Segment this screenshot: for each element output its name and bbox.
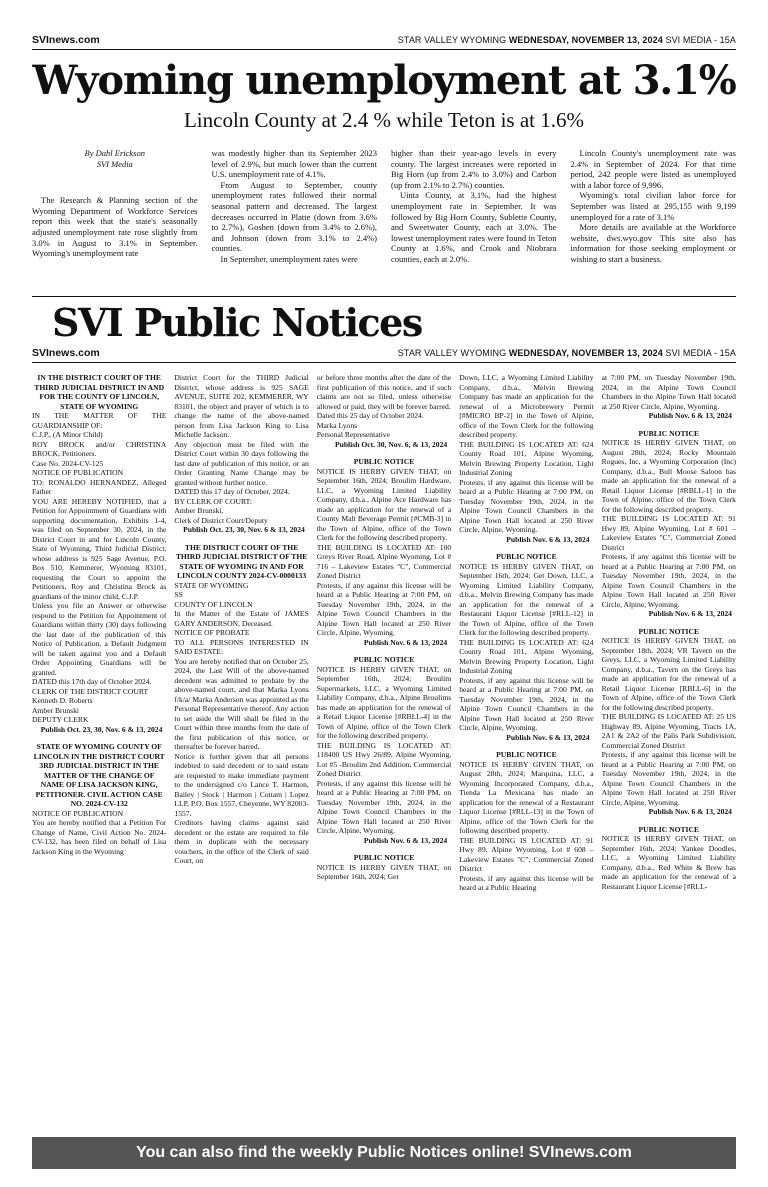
page-number: SVI MEDIA - 15A (665, 35, 736, 45)
notice-text: Protests, if any against this license will be heard at a Public Hearing at 7:00 PM, on Tuesday November 19th, 2024, in the Alpine Town Council Chambers in the Alpine Town Hall located at 250 River Circle, Alpine, Wyoming. (316, 580, 452, 637)
notice-text: In the Matter of the Estate of JAMES GARY ANDERSON, Deceased. (174, 609, 309, 628)
notice-text: Unless you file an Answer or otherwise respond to the Petition for Appointment of Guardians within thirty (30) days following the last date of the publication of this Notice of Publication, a Default Judgment will be taken against you and a Default Order Appointing Guardians will be granted. (32, 601, 167, 677)
notice-text: IN THE MATTER OF THE GUARDIANSHIP OF: (32, 411, 167, 430)
notice-text: at 7:00 PM, on Tuesday November 19th, 2024, in the Alpine Town Council Chambers in the Alpine Town Hall located at 250 River Circle, Alpine, Wyoming. (601, 373, 736, 411)
paragraph: From August to September, county unemployment rates followed their normal seasonal pattern and decreased. The largest decreases occurred in Platte (down from 3.6% to 2.7%), Goshen (down from 3.4% to 2.6%), and Johnson (down from 3.1% to 2.4%) counties. (211, 179, 377, 254)
notice-text: Amber Brunski (32, 705, 80, 715)
notice-text: DATED this 17 day of October, 2024. (174, 487, 290, 496)
folio (398, 348, 736, 358)
header-rule (32, 49, 736, 50)
notice-text: TO: RONALDO HERNANDEZ, Alleged Father (32, 477, 167, 496)
notice-text: THE BUILDING IS LOCATED AT: 624 County Road 101, Alpine Wyoming, Melvin Brewing Property Location, Light Industrial Zoning (459, 637, 594, 675)
publish-dates: Publish Nov. 6 & 13, 2024 (363, 637, 448, 647)
notice-text: Notice is further given that all persons indebted to said decedent or to said estate are requested to make immediate payment to the undersigned c/o Lance T. Harmon, Bailey | Stock | Harmon | Cottam | Lopez LLP, P.O. Box 1557, Cheyenne, WY 82003-1557. (174, 751, 309, 818)
notice-text: THE BUILDING IS LOCATED AT: 91 Hwy 89, Alpine Wyoming, Lot # 601 – Lakeview Estates "C", Commercial Zoned District (601, 514, 736, 552)
notice-text: THE BUILDING IS LOCATED AT: 25 US Highway 89, Alpine Wyoming, Tracts 1A, 2A1 & 2A2 of the Palis Park Subdivision, Commercial Zoned District (601, 712, 736, 750)
notice-column-4 (459, 373, 593, 1136)
byline-author: By Dahl Erickson (84, 148, 145, 158)
notice-title: PUBLIC NOTICE (496, 750, 557, 759)
byline-org: SVI Media (96, 158, 133, 169)
notice-text: STATE OF WYOMING (174, 580, 249, 590)
site-name: SVInews.com (32, 347, 100, 359)
notice-text: SS (174, 590, 183, 599)
issue-date: WEDNESDAY, NOVEMBER 13, 2024 (508, 35, 663, 45)
notice-text: NOTICE IS HERBY GIVEN THAT, on September 16th, 2024; Get Down, LLC, a Wyoming Limited Liability Company, d.b.a., Melvin Brewing Company has made an application for the renewal of a Restaurant Liquor License [#RLL-12] in the Town of Alpine, office of the Town Clerk for the following described property. (459, 561, 594, 637)
paragraph: More details are available at the Workforce website, dws.wyo.gov This site also has information for those seeking employment or wishing to start a business. (570, 222, 736, 264)
paragraph: Lincoln County's unemployment rate was 2.4% in September of 2024. For that time period, 242 people were listed as unemployed with a labor force of 9,996. (570, 148, 736, 190)
publish-dates: Publish Nov. 6 & 13, 2024 (648, 609, 732, 618)
notice-heading: IN THE DISTRICT COURT OF THE THIRD JUDICIAL DISTRICT IN AND FOR THE COUNTY OF LINCOLN, STATE OF WYOMING (34, 373, 165, 411)
notice-title: PUBLIC NOTICE (496, 552, 557, 561)
publish-dates: Publish Nov. 6 & 13, 2024 (648, 807, 732, 816)
section-header-rule (32, 362, 736, 363)
section-rule (32, 296, 736, 297)
publish-dates: Publish Nov. 6 & 13, 2024 (506, 732, 590, 742)
notice-text: NOTICE IS HERBY GIVEN THAT, on September 16th, 2024; Get (316, 862, 452, 881)
notice-text: Marka Lyons (316, 420, 358, 430)
notice-text: NOTICE IS HERBY GIVEN THAT, on September 16th, 2024; Broulim Supermarkets, LLC, a Wyoming Limited Liability Company, d.b.a., Alpine Broulims has made an application for the renewal of a Retail Liquor License [#RBLL-4] in the Town of Alpine, office of the Town Clerk for the following described property. (316, 664, 452, 740)
paper-name: STAR VALLEY WYOMING (397, 348, 507, 358)
paragraph: Uinta County, at 3.1%, had the highest unemployment rate in September. It was followed by Big Horn County, Sublette County, and Sweetwater County, each at 3.0%. The lowest unemployment rates were found in Teton County at 1.6%, and Crook and Niobrara counties, each at 2.0%. (391, 190, 557, 264)
publish-dates: Publish Nov. 6 & 13, 2024 (506, 534, 590, 544)
public-notices (32, 373, 736, 1136)
notice-title: PUBLIC NOTICE (638, 428, 700, 438)
subhead: Lincoln County at 2.4 % while Teton is at 1.6% (183, 108, 584, 132)
publish-dates: Publish Oct. 23, 30, Nov. 6 & 13, 2024 (40, 724, 163, 734)
notice-text: NOTICE IS HERBY GIVEN THAT, on September 16th, 2024; Yankee Doodles, LLC, a Wyoming Limited Liability Company, d.b.a., Red White & Brew has made an application for the renewal of a Restaurant Liquor License [#RLL- (601, 834, 736, 891)
page-header (32, 33, 736, 47)
byline (32, 148, 198, 169)
notice-text: NOTICE OF PUBLICATION (32, 468, 124, 477)
notice-text: Case No. 2024-CV-125 (32, 458, 104, 468)
notice-text: Kenneth D. Roberts (32, 696, 93, 705)
notice-text: NOTICE IS HERBY GIVEN THAT, on September 18th, 2024; VR Tavern on the Greys, LLC, a Wyoming Limited Liability Company, d.b.a., Tavern on the Greys has made an application for the renewal of a Retail Liquor License [RBLL-6] in the Town of Alpine, office of the Town Clerk for the following described property. (601, 636, 736, 712)
notice-text: DEPUTY CLERK (32, 715, 89, 724)
notice-text: THE BUILDING IS LOCATED AT: 118400 US Hwy 26/89, Alpine Wyoming, Lot #5 -Broulim 2nd Addition, Commercial Zoned District (316, 740, 452, 778)
notice-text: YOU ARE HEREBY NOTIFIED, that a Petition for Appointment of Guardians with supporting documentation, Exhibits 1-4, was filed on September 30, 2024, in the District Court in and for Lincoln County, State of Wyoming, Third Judicial District, whose address is 925 Sage Avenue, P.O. Box 510, Kemmerer, Wyoming 83101, requesting the Court to appoint the Petitioners, Roy and Christina Brock as guardians of the minor child, C.J.P. (32, 496, 167, 601)
notice-title: PUBLIC NOTICE (638, 824, 700, 834)
notice-text: DATED this 17th day of October 2024. (32, 677, 152, 686)
notice-text: TO ALL PERSONS INTERESTED IN SAID ESTATE: (174, 637, 309, 656)
notice-text: NOTICE IS HERBY GIVEN THAT, on August 28th, 2024; Marquina, LLC, a Wyoming Incorporated Company, d.b.a., Tienda La Mexicana has made an application for the renewal of a Restaurant Liquor License [#RLL-13] in the Town of Alpine, office of the Town Clerk for the following described property. (459, 759, 594, 835)
notice-text: You are hereby notified that on October 25, 2024, the Last Will of the above-named decedent was admitted to probate by the above-named court, and that Marka Lyons f/k/a/ Marka Anderson was appointed as the Personal Representative thereof. Any action to set aside the Will shall be filed in the Court within three months from the date of the first publication of this notice, or thereafter be forever barred. (174, 656, 309, 751)
notice-text: NOTICE OF PROBATE (174, 628, 250, 637)
notice-text: CLERK OF THE DISTRICT COURT (32, 686, 149, 696)
notice-title: PUBLIC NOTICE (353, 853, 415, 862)
article-body (32, 148, 736, 288)
notice-text: or before three months after the date of the first publication of this notice, and if such claims are not so filed, unless otherwise allowed or paid, they will be forever barred. (316, 373, 452, 411)
notice-title: PUBLIC NOTICE (638, 626, 700, 636)
article-column-1 (32, 148, 198, 288)
paragraph: was modestly higher than its September 2023 level of 2.9%, but much lower than the current U.S. unemployment rate of 4.1%. (211, 148, 377, 180)
site-name: SVInews.com (32, 34, 100, 46)
notice-title: PUBLIC NOTICE (353, 655, 415, 664)
public-notices-title: SVI Public Notices (52, 300, 422, 345)
notice-column-3 (317, 373, 451, 1136)
article-column-4 (571, 148, 737, 288)
paragraph: The Research & Planning section of the Wyoming Department of Workforce Services report this week that the state's seasonally adjusted unemployment rate rose slightly from 3.0% in August to 3.1% in September. Wyoming's unemployment rate (32, 195, 198, 259)
notice-column-1 (32, 373, 166, 1136)
publish-dates: Publish Nov. 6 & 13, 2024 (648, 411, 732, 420)
notice-text: Any objection must be filed with the District Court within 30 days following the last date of publication of this notice, or an Order Granting Name Change may be granted without further notice. (174, 439, 309, 487)
section-header (32, 346, 736, 360)
publish-dates: Publish Oct. 30, Nov. 6, & 13, 2024 (334, 439, 448, 449)
notice-text: Down, LLC, a Wyoming Limited Liability Company, d.b.a., Melvin Brewing Company has made an application for the renewal of a Microbrewery Permit [#MICRO BP-2] in the Town of Alpine, office of the Town Clerk for the following described property. (459, 373, 594, 439)
notice-title: PUBLIC NOTICE (353, 457, 415, 466)
notice-text: C.J.P., (A Minor Child) (32, 430, 103, 439)
article-column-2 (212, 148, 378, 288)
publish-dates: Publish Nov. 6 & 13, 2024 (363, 835, 448, 845)
publish-dates: Publish Oct. 23, 30, Nov. 6 & 13, 2024 (183, 525, 305, 534)
notice-text: Protests, if any against this license will be heard at a Public Hearing at 7:00 PM, on Tuesday November 19th, 2024, in the Alpine Town Council Chambers in the Alpine Town Hall located at 250 River Circle, Alpine, Wyoming. (316, 778, 452, 835)
headline: Wyoming unemployment at 3.1% (32, 57, 736, 104)
notice-text: Amber Brunski, (174, 506, 224, 515)
notice-text: BY CLERK OF COURT: (174, 496, 252, 506)
paper-name: STAR VALLEY WYOMING (397, 35, 507, 45)
notice-column-5 (602, 373, 736, 1136)
notice-text: THE BUILDING IS LOCATED AT: 624 County Road 101, Alpine Wyoming, Melvin Brewing Property Location, Light Industrial Zoning (459, 439, 594, 477)
notice-text: ROY BROCK and/or CHRISTINA BROCK, Petitioners. (32, 439, 167, 458)
paragraph: In September, unemployment rates were (220, 253, 358, 264)
notice-text: Clerk of District Court/Deputy (174, 515, 268, 525)
notice-text: Creditors having claims against said decedent or the estate are required to file them in duplicate with the necessary vouchers, in the office of the Clerk of said Court, on (174, 818, 309, 865)
page-number: SVI MEDIA - 15A (665, 348, 736, 358)
issue-date: WEDNESDAY, NOVEMBER 13, 2024 (508, 348, 663, 358)
notice-text: NOTICE IS HERBY GIVEN THAT, on August 28th, 2024; Rocky Mountain Rogues, Inc, a Wyoming Corporation (Inc) Company, d.b.a., Bull Moose Saloon has made an application for the renewal of a Retail Liquor License [#RBLL-1] in the Town of Alpine, office of the Town Clerk for the following described property. (601, 438, 736, 514)
folio (398, 35, 736, 45)
notice-text: THE BUILDING IS LOCATED AT: 100 Greys River Road, Alpine Wyoming, Lot # 716 – Lakeview Estates "C", Commercial Zoned District (316, 542, 452, 580)
notice-text: Dated this 25 day of October 2024. (316, 411, 424, 420)
notice-text: District Court for the THIRD Judicial District, whose address is 925 SAGE AVENUE, SUITE 202, KEMMERER, WY 83101, the object and prayer of which is to change the name of the above-named person from Lisa Jackson King to Lisa Michelle Jackson. (174, 373, 309, 439)
article-column-3 (391, 148, 557, 288)
notice-text: Protests, if any against this license will be heard at a Public Hearing at 7:00 PM, on Tuesday November 19th, 2024, in the Alpine Town Council Chambers in the Alpine Town Hall located at 250 River Circle, Alpine, Wyoming. (601, 750, 736, 807)
notice-text: Protests, if any against this license will be heard at a Public Hearing at 7:00 PM, on Tuesday November 19th, 2024, in the Alpine Town Council Chambers in the Alpine Town Hall located at 250 River Circle, Alpine, Wyoming. (601, 552, 736, 609)
notice-text: You are hereby notified that a Petition For Change of Name, Civil Action No. 2024-CV-132, has been filed on behalf of Lisa Jackson King in the Wyoming (32, 818, 167, 856)
notice-text: COUNTY OF LINCOLN (174, 599, 253, 609)
notice-text: THE BUILDING IS LOCATED AT: 91 Hwy 89, Alpine Wyoming, Lot # 608 – Lakeview Estates "C", Commercial Zoned District (459, 835, 594, 873)
notice-heading: STATE OF WYOMING COUNTY OF LINCOLN IN THE DISTRICT COURT 3RD JUDICIAL DISTRICT IN THE MATTER OF THE CHANGE OF NAME OF LISA JACKSON KING, PETITIONER. CIVIL ACTION CASE NO. 2024-CV-132 (33, 742, 165, 808)
notice-heading: THE DISTRICT COURT OF THE THIRD JUDICIAL DISTRICT OF THE STATE OF WYOMING IN AND FOR LINCOLN COUNTY 2024-CV-0000133 (175, 542, 308, 580)
notice-text: NOTICE OF PUBLICATION (32, 808, 124, 818)
online-notices-banner: You can also find the weekly Public Notices online! SVInews.com (32, 1137, 736, 1169)
paragraph: higher than their year-ago levels in every county. The largest increases were reported in Big Horn (up from 2.4% to 3.0%) and Carbon (up from 2.1% to 2.7%) counties. (391, 148, 557, 190)
paragraph: Wyoming's total civilian labor force for September was listed at 295,155 with 9,199 unemployed for a rate of 3.1% (570, 190, 736, 222)
notice-text: NOTICE IS HERBY GIVEN THAT, on September 16th, 2024; Broulim Hardware, LLC, a Wyoming Limited Liability Company, d.b.a., Alpine Ace Hardware has made an application for the renewal of a County Malt Beverage Permit [#CMB-3] in the Town of Alpine, office of the Town Clerk for the following described property. (316, 466, 452, 542)
notice-text: Personal Representative (316, 430, 390, 439)
notice-text: Protests, if any against this license will be heard at a Public Hearing (459, 873, 594, 892)
notice-text: Protests, if any against this license will be heard at a Public Hearing at 7:00 PM, on Tuesday November 19th, 2024, in the Alpine Town Council Chambers in the Alpine Town Hall located at 250 River Circle, Alpine, Wyoming. (459, 675, 594, 732)
notice-column-2 (174, 373, 308, 1136)
notice-text: Protests, if any against this license will be heard at a Public Hearing at 7:00 PM, on Tuesday November 19th, 2024, in the Alpine Town Council Chambers in the Alpine Town Hall located at 250 River Circle, Alpine, Wyoming. (459, 477, 594, 534)
